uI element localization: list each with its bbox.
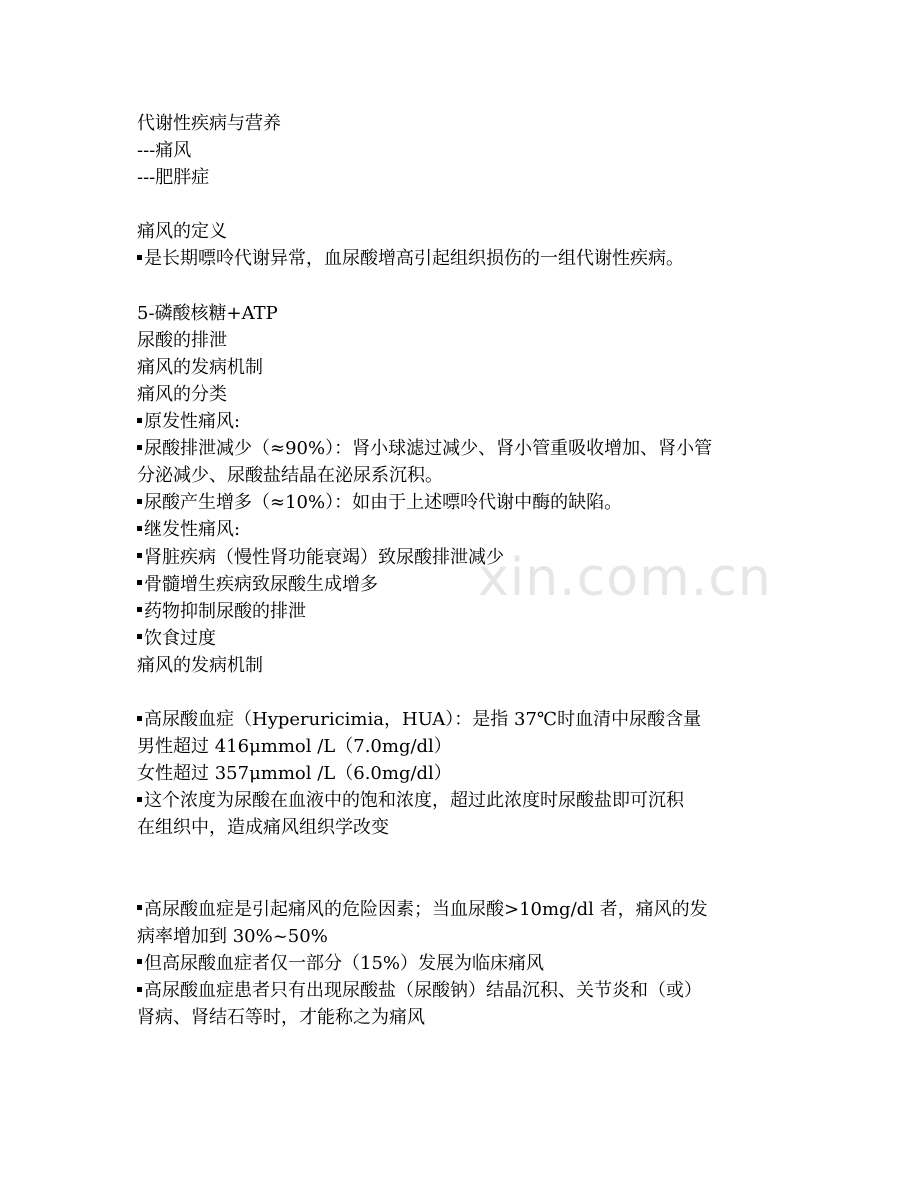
document-title: 代谢性疾病与营养 [137, 113, 281, 134]
heading-classification: 痛风的分类 [137, 383, 227, 405]
text-ribose-atp: 5-磷酸核糖+ATP [137, 302, 278, 324]
bullet-drug-inhibition: 药物抑制尿酸的排泄 [137, 598, 797, 625]
spacer [137, 273, 797, 300]
heading-uric-acid-excretion: 尿酸的排泄 [137, 329, 227, 351]
bullet-diagnosis: 高尿酸血症患者只有出现尿酸盐（尿酸钠）结晶沉积、关节炎和（或） [137, 977, 797, 1004]
bullet-overeating: 饮食过度 [137, 625, 797, 652]
bullet-clinical-fraction: 但高尿酸血症者仅一部分（15%）发展为临床痛风 [137, 950, 797, 977]
heading-pathogenesis-2: 痛风的发病机制 [137, 654, 263, 676]
bullet-marrow-disease: 骨髓增生疾病致尿酸生成增多 [137, 571, 797, 598]
bullet-hyperuricemia: 高尿酸血症（Hyperuricimia，HUA）：是指 37℃时血清中尿酸含量 [137, 706, 797, 733]
subtitle-gout: ---痛风 [137, 140, 192, 162]
text-excretion-decrease-cont: 分泌减少、尿酸盐结晶在泌尿系沉积。 [137, 465, 443, 487]
heading-gout-definition: 痛风的定义 [137, 221, 227, 243]
bullet-excretion-decrease: 尿酸排泄减少（≈90%）：肾小球滤过减少、肾小管重吸收增加、肾小管 [137, 435, 797, 462]
bullet-definition: 是长期嘌呤代谢异常，血尿酸增高引起组织损伤的一组代谢性疾病。 [137, 245, 797, 272]
document-body [137, 110, 797, 1031]
heading-pathogenesis: 痛风的发病机制 [137, 356, 263, 378]
text-risk-factor-cont: 病率增加到 30%~50% [137, 925, 328, 947]
subtitle-obesity: ---肥胖症 [137, 167, 210, 189]
bullet-saturation: 这个浓度为尿酸在血液中的饱和浓度，超过此浓度时尿酸盐即可沉积 [137, 787, 797, 814]
text-male-threshold: 男性超过 416μmmol /L（7.0mg/dl） [137, 736, 452, 758]
bullet-kidney-disease: 肾脏疾病（慢性肾功能衰竭）致尿酸排泄减少 [137, 544, 797, 571]
bullet-primary-gout: 原发性痛风: [137, 408, 797, 435]
bullet-secondary-gout: 继发性痛风: [137, 516, 797, 543]
text-saturation-cont: 在组织中，造成痛风组织学改变 [137, 817, 389, 839]
bullet-risk-factor: 高尿酸血症是引起痛风的危险因素；当血尿酸>10mg/dl 者，痛风的发 [137, 896, 797, 923]
text-female-threshold: 女性超过 357μmmol /L（6.0mg/dl） [137, 763, 452, 785]
spacer [137, 191, 797, 218]
text-diagnosis-cont: 肾病、肾结石等时，才能称之为痛风 [137, 1007, 425, 1029]
spacer [137, 842, 797, 896]
watermark: xin.com.cn [478, 548, 772, 608]
bullet-production-increase: 尿酸产生增多（≈10%）：如由于上述嘌呤代谢中酶的缺陷。 [137, 489, 797, 516]
spacer [137, 679, 797, 706]
